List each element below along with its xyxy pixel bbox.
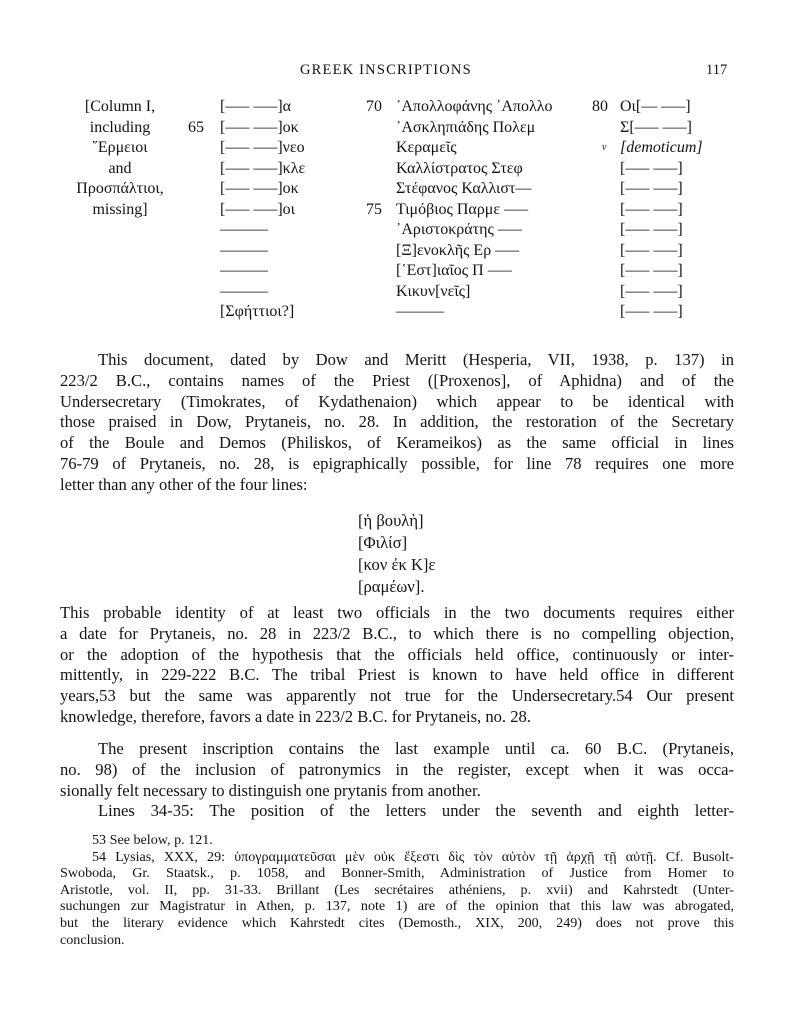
text-line: years,53 but the same was apparently not true for the Undersecretary.54 Our present [60,686,734,706]
column-1-line: [Column I, [84,98,156,115]
column-1-line: missing] [92,200,148,218]
line-number-75: 75 [366,201,382,218]
column-3-line: Στέφανος Καλλιστ–– [396,180,532,197]
column-4-line: [demoticum] [620,139,703,156]
text-line: no. 98) of the inclusion of patronymics in the register, except when it was occa- [60,759,734,779]
column-3-line: ᾿Ασκληπιάδης Πολεμ [396,118,536,136]
column-2-line: [––– –––]α [220,98,292,115]
footnote-line: conclusion. [60,931,125,948]
column-3-line: [Ξ]ενοκλῆς Ερ ––– [396,241,520,259]
column-3-line: Καλλίστρατος Στεφ [396,159,523,177]
column-4-line: Οι[–– –––] [620,98,691,115]
text-line: those praised in Dow, Prytaneis, no. 28. In addition, the restoration of the Secretary [60,412,734,432]
footnote-line: but the literary evidence which Kahrstedt cites (Demosth., XIX, 200, 249) does not prove this [60,915,734,931]
text-line: This document, dated by Dow and Meritt (Hesperia, VII, 1938, p. 137) in [98,350,734,369]
column-2-line: [––– –––]νεο [220,139,305,156]
line-number-70: 70 [366,98,382,115]
restored-greek-lines [358,510,435,598]
line-number-65: 65 [188,119,204,136]
column-2-line: –––––– [220,282,268,300]
column-3-line: [῾Εστ]ιαῖος Π ––– [396,262,512,279]
column-1-line: including [89,118,151,136]
footnote-line: Swoboda, Gr. Staatsk., p. 1058, and Bonner-Smith, Administration of Justice from Homer to [60,865,734,882]
column-1-line: and [108,159,132,177]
text-line: letter than any other of the four lines: [60,474,308,494]
column-4-line: [––– –––] [620,180,683,197]
restored-greek-line: [κον ἐκ Κ]ε [358,555,436,574]
column-4-line: [––– –––] [620,200,683,218]
text-line: Undersecretary (Timokrates, of Kydathenaion) which appear to be identical with [60,391,734,411]
column-3-line: ᾿Αριστοκράτης ––– [396,221,522,238]
column-4-line: [––– –––] [620,303,683,320]
running-title: GREEK INSCRIPTIONS [300,62,472,78]
text-line: sionally felt necessary to distinguish one prytanis from another. [60,780,481,800]
column-4-line: [––– –––] [620,262,683,279]
footnote-line: Aristotle, vol. II, pp. 31-33. Brillant (Les secrétaires athéniens, p. xvii) and Kahrstedt (Unter- [60,881,734,898]
column-4-line: [––– –––] [620,282,683,300]
text-line: 223/2 B.C., contains names of the Priest ([Proxenos], of Aphidna) and of the [60,370,734,390]
footnote-line: 54 Lysias, XXX, 29: ὑπογραμματεῦσαι μὲν οὐκ ἔξεστι δὶς τὸν αὐτὸν τῇ ἀρχῇ τῇ αὐτῇ. Cf. Busolt- [92,848,734,865]
text-line: or the adoption of the hypothesis that the officials held office, continuously or inter- [60,644,734,664]
column-3-line: ᾿Απολλοφάνης ᾿Απολλο [396,98,553,115]
text-line: of the Boule and Demos (Philiskos, of Kerameikos) as the same official in lines [60,433,734,453]
column-4-line: [––– –––] [620,221,683,238]
column-2-line: [––– –––]οκ [220,180,299,197]
text-line: a date for Prytaneis, no. 28 in 223/2 B.C., to which there is no compelling objection, [60,623,734,643]
column-1-line: Προσπάλτιοι, [76,180,164,197]
column-1-line: ῞Ερμειοι [92,139,148,156]
text-line: knowledge, therefore, favors a date in 223/2 B.C. for Prytaneis, no. 28. [60,707,531,726]
column-4-line: [––– –––] [620,159,683,177]
footnote-line: 53 See below, p. 121. [92,832,213,848]
column-3-line: Τιμόβιος Παρμε ––– [396,200,529,218]
restored-greek-line: [Φιλίσ] [358,533,408,552]
text-line: mittently, in 229-222 B.C. The tribal Priest is known to have held office in different [60,665,734,685]
column-2-line: [––– –––]οκ [220,118,299,136]
column-3-line: Κικυν[νεῖς] [396,282,471,300]
line-number-80: 80 [592,98,608,115]
text-line: Lines 34-35: The position of the letters under the seventh and eighth letter- [98,801,734,820]
column-4-line: Σ[––– –––] [620,118,692,136]
text-line: 76-79 of Prytaneis, no. 28, is epigraphically possible, for line 78 requires one more [60,454,734,473]
restored-greek-line: [ραμέων]. [358,577,425,596]
column-2-line: –––––– [220,221,268,238]
text-line: The present inscription contains the last example until ca. 60 B.C. (Prytaneis, [98,739,734,758]
column-2-line: [Σφήττιοι?] [220,303,295,320]
restored-greek-line: [ἡ βουλὴ] [358,511,424,530]
column-2-line: –––––– [220,262,268,279]
column-2-line: [––– –––]οι [220,200,295,218]
page-number: 117 [706,62,728,78]
column-3-line: –––––– [396,303,444,320]
column-4-line: [––– –––] [620,241,683,259]
column-2-line: [––– –––]κλε [220,159,306,177]
column-2-line: –––––– [220,241,268,259]
text-line: This probable identity of at least two officials in the two documents requires either [60,603,734,622]
column-3-line: Κεραμεῖς [396,139,457,156]
vacat-mark: v [602,142,607,153]
footnote-line: suchungen zur Magistratur in Athen, p. 137, note 1) are of the opinion that this law was abrogated, [60,898,734,915]
